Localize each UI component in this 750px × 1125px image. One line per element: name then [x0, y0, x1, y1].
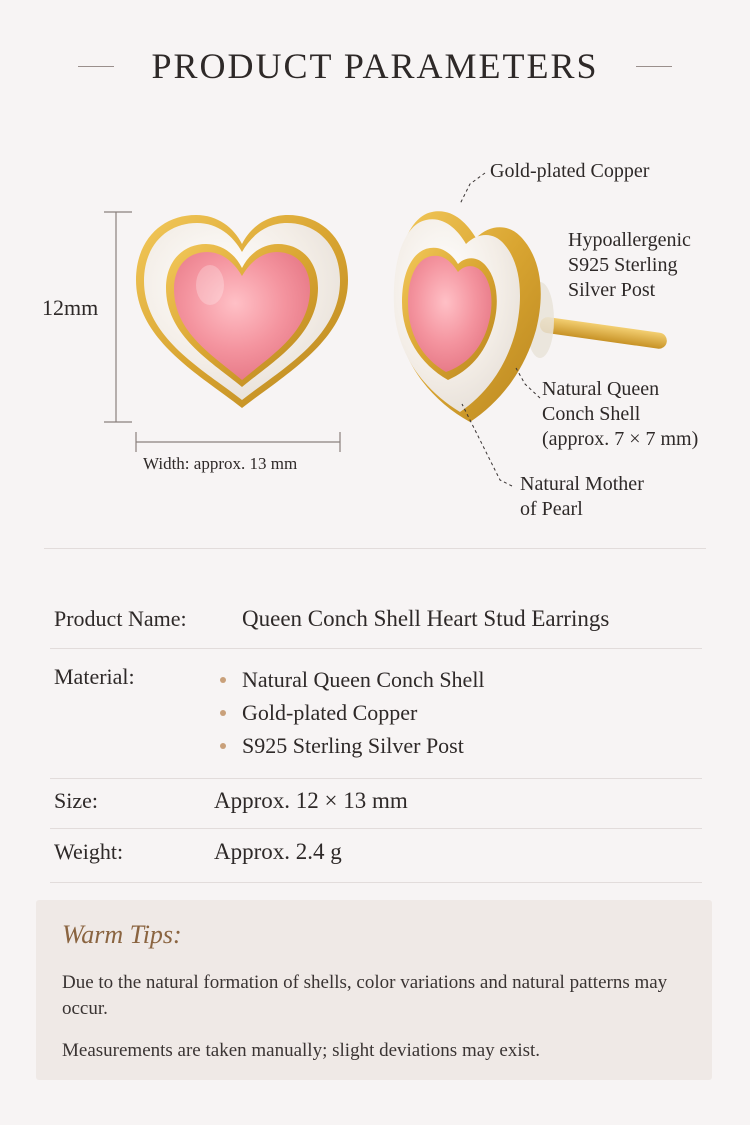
- warm-tip-1: Due to the natural formation of shells, color variations and natural patterns may occur.: [62, 972, 668, 1019]
- height-label: 12mm: [42, 295, 99, 320]
- callout-conch-line-2: Conch Shell: [542, 403, 641, 425]
- bullet-dot-icon: [220, 677, 226, 683]
- weight-label: Weight:: [54, 839, 124, 864]
- list-item: [218, 729, 485, 762]
- material-item-text: S925 Sterling Silver Post: [242, 733, 464, 758]
- warm-tips-box: [36, 900, 712, 1080]
- product-name-label: Product Name:: [54, 606, 187, 631]
- callout-post-line-3: Silver Post: [568, 279, 656, 301]
- material-item-text: Gold-plated Copper: [242, 700, 418, 725]
- list-item: [218, 663, 485, 696]
- warm-tips-title: Warm Tips:: [62, 920, 182, 949]
- callout-conch: [542, 377, 698, 452]
- width-label: Width: approx. 13 mm: [143, 454, 298, 473]
- earring-illustration: [0, 140, 750, 540]
- size-label: Size:: [54, 788, 98, 813]
- list-item: [218, 696, 485, 729]
- callout-conch-line-1: Natural Queen: [542, 378, 660, 400]
- weight-value: Approx. 2.4 g: [214, 839, 342, 864]
- param-row-size: [50, 788, 702, 818]
- param-row-product-name: [50, 606, 702, 636]
- header-line-right: [636, 66, 672, 67]
- material-item-text: Natural Queen Conch Shell: [242, 667, 485, 692]
- bullet-dot-icon: [220, 743, 226, 749]
- param-row-divider: [50, 778, 702, 779]
- callout-post-line-1: Hypoallergenic: [568, 229, 691, 251]
- size-value: Approx. 12 × 13 mm: [214, 788, 408, 813]
- callout-gold-text: Gold-plated Copper: [490, 160, 650, 182]
- width-dimension: [136, 432, 340, 452]
- callout-conch-line-3: (approx. 7 × 7 mm): [542, 428, 699, 450]
- bullet-dot-icon: [220, 710, 226, 716]
- param-row-divider: [50, 882, 702, 883]
- material-list: [218, 663, 485, 762]
- callout-gold-plated: [490, 159, 649, 184]
- heart-earring-front: [136, 215, 348, 408]
- section-divider: [44, 548, 706, 549]
- material-label: Material:: [54, 664, 135, 689]
- param-row-weight: [50, 839, 702, 869]
- height-dimension: [104, 212, 132, 422]
- param-row-divider: [50, 648, 702, 649]
- product-name-value: Queen Conch Shell Heart Stud Earrings: [242, 606, 610, 631]
- page-title: PRODUCT PARAMETERS: [151, 46, 599, 86]
- callout-post-line-2: S925 Sterling: [568, 254, 678, 276]
- param-row-divider: [50, 828, 702, 829]
- callout-pearl: [520, 472, 644, 522]
- callout-post: [568, 228, 691, 303]
- callout-pearl-line-1: Natural Mother: [520, 473, 644, 495]
- warm-tip-2: Measurements are taken manually; slight deviations may exist.: [62, 1040, 541, 1061]
- callout-pearl-line-2: of Pearl: [520, 498, 583, 520]
- header: [0, 44, 750, 88]
